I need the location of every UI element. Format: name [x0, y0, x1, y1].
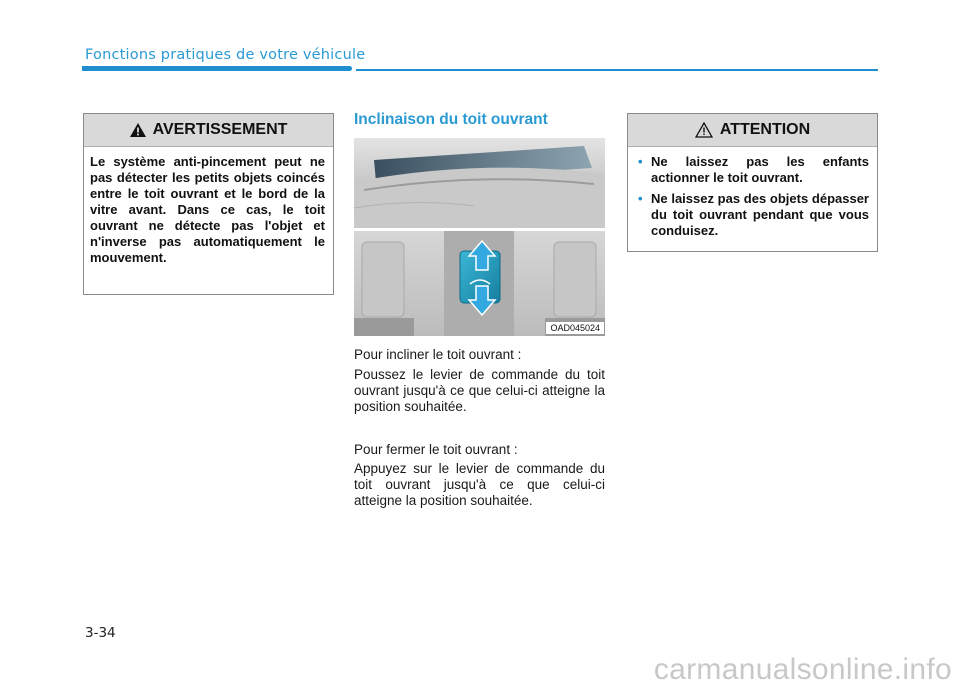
- caution-triangle-icon: [695, 122, 713, 138]
- attention-item: [638, 154, 869, 186]
- section-header-title: Fonctions pratiques de votre véhicule: [85, 47, 366, 63]
- attention-item: [638, 191, 869, 239]
- paragraph-tilt-intro: Pour incliner le toit ouvrant :: [354, 347, 522, 362]
- paragraph-close-instruction: Appuyez sur le levier de commande du toit ouvrant jusqu'à ce que celui-ci atteigne la position souhaitée.: [354, 461, 605, 508]
- warning-box-header: [84, 114, 333, 147]
- header-rule: [356, 69, 878, 71]
- section-title: Inclinaison du toit ouvrant: [354, 111, 548, 128]
- watermark: carmanualsonline.info: [653, 653, 952, 686]
- attention-list: [638, 154, 869, 244]
- page-number: 3-34: [85, 625, 116, 641]
- paragraph-close-intro: Pour fermer le toit ouvrant :: [354, 442, 518, 457]
- image-code-label: OAD045024: [546, 322, 604, 334]
- warning-box: [83, 113, 334, 295]
- warning-triangle-icon: [130, 123, 146, 137]
- attention-item-text: Ne laissez pas des objets dépasser du toit ouvrant pendant que vous conduisez.: [651, 191, 869, 238]
- paragraph-tilt-instruction: Poussez le levier de commande du toit ouvrant jusqu'à ce que celui-ci atteigne la position souhaitée.: [354, 367, 605, 414]
- warning-title: AVERTISSEMENT: [152, 121, 288, 138]
- attention-item-text: Ne laissez pas les enfants actionner le toit ouvrant.: [651, 154, 869, 185]
- sunroof-illustration: [354, 138, 605, 336]
- warning-text: Le système anti-pincement peut ne pas détecter les petits objets coincés entre le toit ouvrant et le bord de la vitre avant. Dans ce cas, le toit ouvrant ne détecte pas l'objet et n'inverse pas automatiquement le mouvement.: [90, 154, 325, 265]
- sunroof-control-photo: [354, 138, 605, 336]
- attention-title: ATTENTION: [719, 121, 811, 138]
- attention-box-header: [628, 114, 877, 147]
- bullet-icon: •: [638, 191, 643, 206]
- bullet-icon: •: [638, 154, 643, 169]
- header-rule-accent: [82, 66, 352, 71]
- attention-box: [627, 113, 878, 252]
